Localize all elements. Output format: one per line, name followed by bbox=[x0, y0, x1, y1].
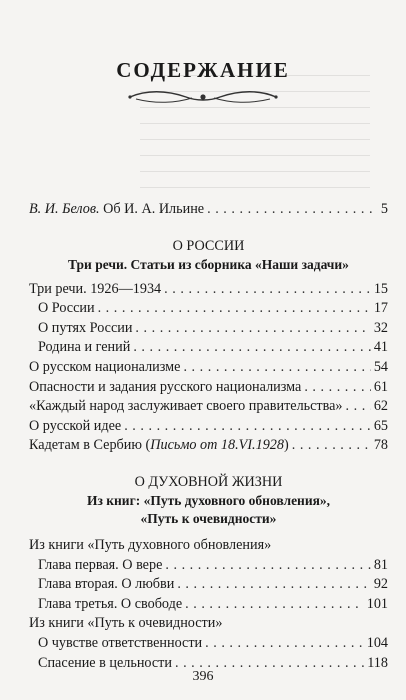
dot-leader bbox=[133, 338, 370, 358]
dot-leader bbox=[165, 556, 370, 576]
toc-entry[interactable] bbox=[29, 358, 388, 378]
toc-entry[interactable] bbox=[29, 319, 388, 339]
toc-entry[interactable] bbox=[29, 378, 388, 398]
toc-entry[interactable] bbox=[29, 595, 388, 615]
page-number: 396 bbox=[192, 669, 214, 684]
toc-page-number: 5 bbox=[380, 201, 388, 217]
toc-page-number: 54 bbox=[373, 358, 388, 375]
toc-page-number: 15 bbox=[373, 280, 388, 297]
toc-label: Опасности и задания русского национализма bbox=[29, 378, 302, 395]
section-subtitle: Три речи. Статьи из сборника «Наши задачи» bbox=[68, 256, 349, 272]
toc-page-number: 78 bbox=[373, 437, 388, 454]
toc-label: О русском национализме bbox=[29, 358, 181, 375]
toc-entry[interactable] bbox=[29, 614, 388, 634]
section-title: О РОССИИ bbox=[172, 237, 245, 254]
toc-label: Из книги «Путь духовного обновления» bbox=[29, 536, 272, 553]
toc-label: Спасение в цельности bbox=[38, 654, 172, 671]
toc-label: О чувстве ответственности bbox=[38, 634, 203, 651]
dot-leader bbox=[346, 397, 371, 417]
toc-entry[interactable] bbox=[29, 338, 388, 358]
section-subtitle: «Путь к очевидности» bbox=[140, 510, 277, 526]
dot-leader bbox=[177, 575, 371, 595]
dot-leader bbox=[135, 319, 370, 339]
dot-leader bbox=[185, 595, 364, 615]
toc-label: Из книги «Путь к очевидности» bbox=[29, 615, 223, 632]
dot-leader bbox=[98, 299, 371, 319]
toc-label: Глава вторая. О любви bbox=[38, 576, 175, 593]
dot-leader bbox=[205, 634, 364, 654]
toc-label: О русской идее bbox=[29, 417, 122, 434]
toc-entry[interactable] bbox=[29, 436, 388, 456]
dot-leader bbox=[164, 280, 371, 300]
toc-label: Глава третья. О свободе bbox=[38, 595, 183, 612]
toc-page-number: 101 bbox=[366, 595, 388, 612]
dot-leader bbox=[183, 358, 370, 378]
toc-page-number: 41 bbox=[373, 339, 388, 356]
toc-label: «Каждый народ заслуживает своего правительства» bbox=[29, 398, 343, 415]
table-of-contents bbox=[29, 200, 388, 673]
toc-label: О путях России bbox=[38, 319, 133, 336]
toc-label: Родина и гений bbox=[38, 339, 131, 356]
toc-page-number: 17 bbox=[373, 300, 388, 317]
toc-label: В. И. Белов. Об И. А. Ильине bbox=[29, 201, 205, 217]
toc-entry[interactable] bbox=[29, 397, 388, 417]
toc-entry[interactable] bbox=[29, 575, 388, 595]
toc-page-number: 32 bbox=[373, 319, 388, 336]
toc-page-number: 118 bbox=[367, 654, 388, 671]
dot-leader bbox=[292, 436, 371, 456]
toc-entry-intro[interactable] bbox=[29, 200, 388, 220]
dot-leader bbox=[124, 417, 371, 437]
toc-entry[interactable] bbox=[29, 417, 388, 437]
toc-label: Глава первая. О вере bbox=[38, 556, 163, 573]
toc-page-number: 92 bbox=[373, 576, 388, 593]
page-title: СОДЕРЖАНИЕ bbox=[116, 58, 290, 82]
toc-entry[interactable] bbox=[29, 299, 388, 319]
toc-page-number: 61 bbox=[373, 378, 388, 395]
dot-leader bbox=[207, 200, 378, 220]
toc-label: Три речи. 1926—1934 bbox=[29, 280, 162, 297]
toc-entry[interactable] bbox=[29, 634, 388, 654]
toc-entry[interactable] bbox=[29, 556, 388, 576]
section-title: О ДУХОВНОЙ ЖИЗНИ bbox=[134, 473, 283, 490]
toc-page-number: 81 bbox=[373, 556, 388, 573]
toc-label: Кадетам в Сербию (Письмо от 18.VI.1928) bbox=[29, 437, 289, 454]
toc-page-number: 104 bbox=[366, 634, 388, 651]
section-subtitle: Из книг: «Путь духовного обновления», bbox=[86, 492, 331, 508]
toc-label: О России bbox=[38, 300, 95, 317]
ornament-divider bbox=[126, 88, 280, 106]
dot-leader bbox=[304, 378, 370, 398]
toc-page-number: 62 bbox=[373, 398, 388, 415]
toc-entry[interactable] bbox=[29, 280, 388, 300]
toc-page-number: 65 bbox=[373, 417, 388, 434]
toc-entry[interactable] bbox=[29, 536, 388, 556]
